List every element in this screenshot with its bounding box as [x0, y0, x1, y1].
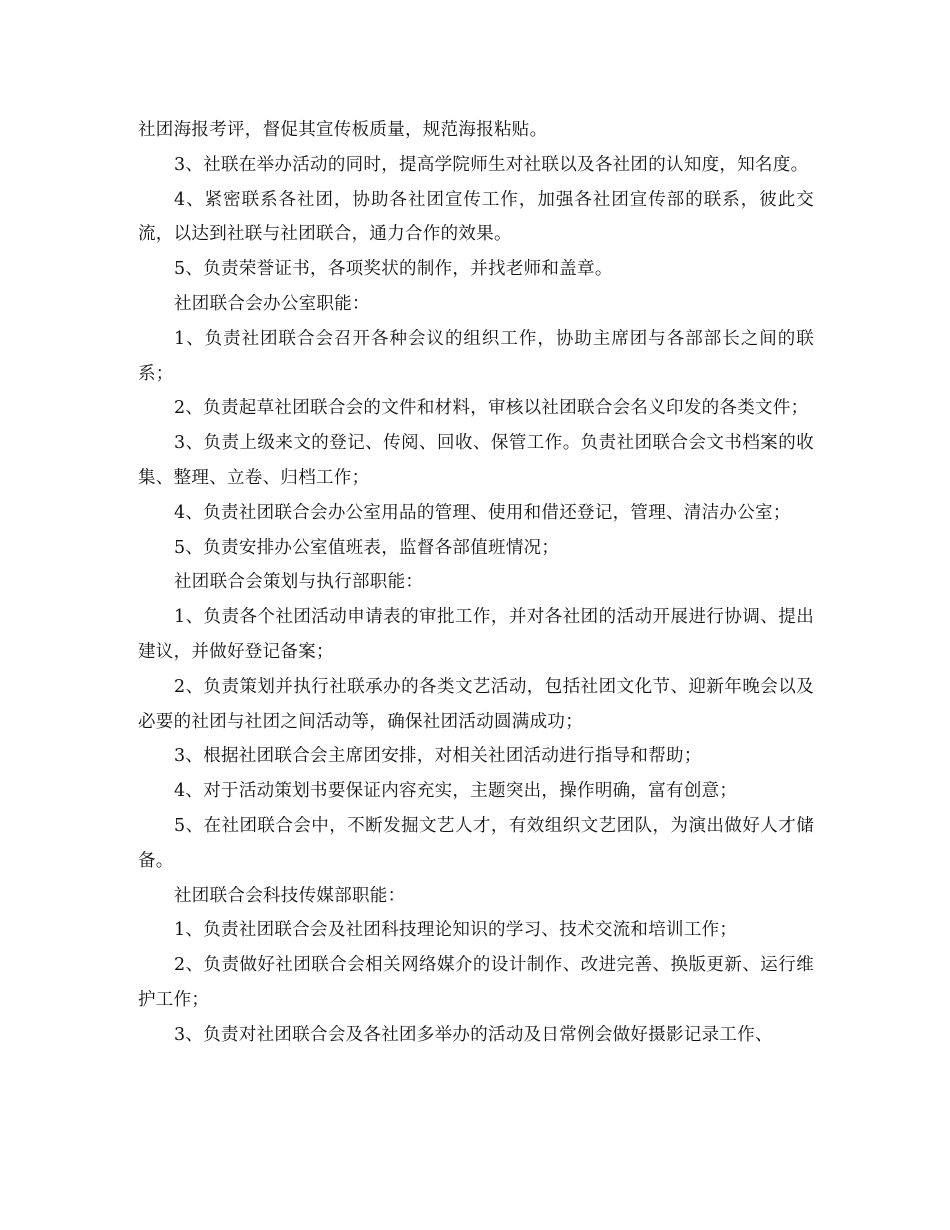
paragraph-2: 3、社联在举办活动的同时，提高学院师生对社联以及各社团的认知度，知名度。 [174, 154, 809, 175]
paragraph-8: 3、负责上级来文的登记、传阅、回收、保管工作。负责社团联合会文书档案的收集、整理、立卷、归档工作； [138, 433, 814, 488]
paragraph-6: 1、负责社团联合会召开各种会议的组织工作，协助主席团与各部部长之间的联系； [138, 328, 814, 384]
section-heading-office: 社团联合会办公室职能： [174, 293, 370, 314]
paragraph-19: 2、负责做好社团联合会相关网络媒介的设计制作、改进完善、换版更新、运行维护工作； [138, 955, 814, 1010]
section-heading-planning: 社团联合会策划与执行部职能： [174, 572, 424, 593]
paragraph-10: 5、负责安排办公室值班表，监督各部值班情况； [174, 537, 560, 558]
paragraph-4: 5、负责荣誉证书，各项奖状的制作，并找老师和盖章。 [174, 259, 613, 280]
paragraph-15: 4、对于活动策划书要保证内容充实，主题突出，操作明确，富有创意； [174, 781, 738, 802]
paragraph-1: 社团海报考评，督促其宣传板质量，规范海报粘贴。 [138, 120, 548, 140]
section-heading-media: 社团联合会科技传媒部职能： [174, 885, 406, 906]
paragraph-16: 5、在社团联合会中，不断发掘文艺人才，有效组织文艺团队，为演出做好人才储备。 [138, 815, 814, 871]
paragraph-18: 1、负责社团联合会及社团科技理论知识的学习、技术交流和培训工作； [174, 920, 738, 941]
paragraph-9: 4、负责社团联合会办公室用品的管理、使用和借还登记，管理、清洁办公室； [174, 502, 791, 523]
paragraph-7: 2、负责起草社团联合会的文件和材料，审核以社团联合会名义印发的各类文件； [174, 398, 809, 419]
paragraph-20: 3、负责对社团联合会及各社团多举办的活动及日常例会做好摄影记录工作、 [174, 1024, 773, 1045]
document-body [138, 113, 814, 1053]
paragraph-14: 3、根据社团联合会主席团安排，对相关社团活动进行指导和帮助； [174, 746, 702, 767]
paragraph-3: 4、紧密联系各社团，协助各社团宣传工作，加强各社团宣传部的联系，彼此交流，以达到社联与社团联合，通力合作的效果。 [138, 189, 814, 245]
paragraph-12: 1、负责各个社团活动申请表的审批工作，并对各社团的活动开展进行协调、提出建议，并做好登记备案； [138, 607, 814, 662]
paragraph-13: 2、负责策划并执行社联承办的各类文艺活动，包括社团文化节、迎新年晚会以及必要的社团与社团之间活动等，确保社团活动圆满成功； [138, 676, 814, 732]
